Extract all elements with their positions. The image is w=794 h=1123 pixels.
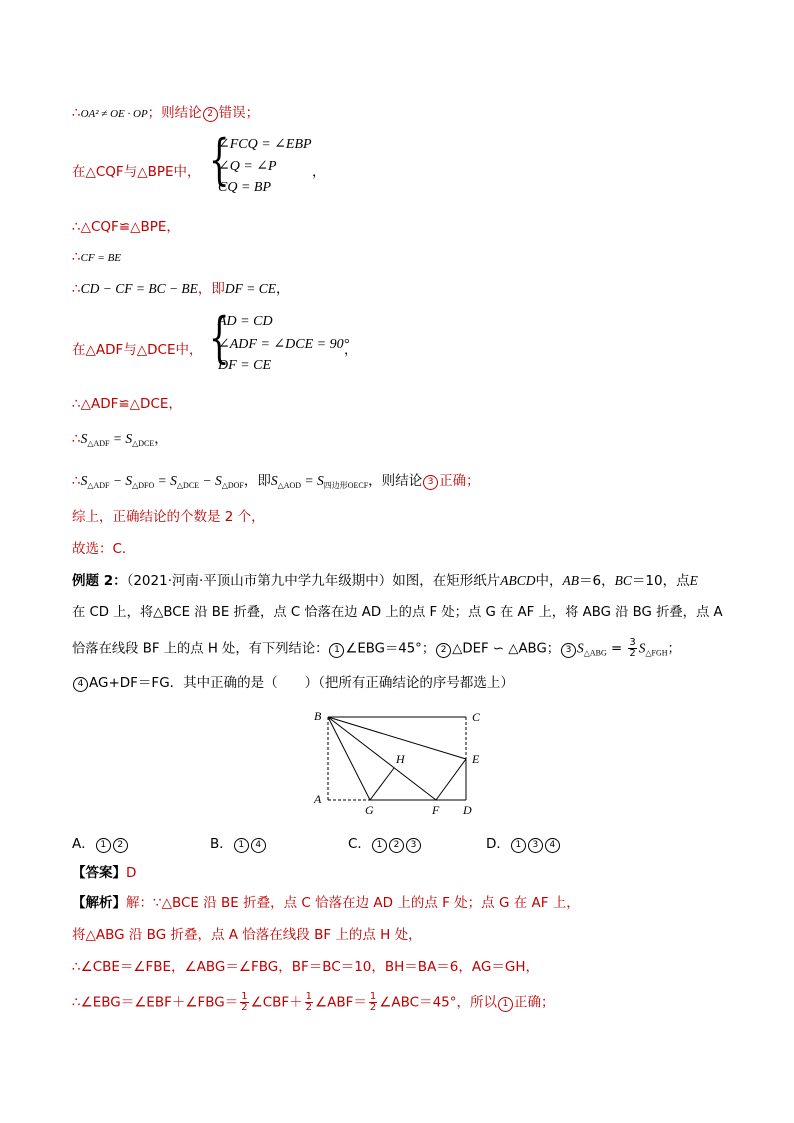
area-symbol: S	[638, 640, 646, 656]
operator: −	[199, 473, 215, 488]
segment-gh	[370, 768, 394, 800]
math-expression: CD − CF = BC − BE	[80, 281, 198, 296]
circled-number: 1	[96, 838, 111, 853]
therefore-symbol: ∴	[72, 105, 81, 121]
system-row: DF = CE	[218, 358, 271, 373]
area-symbol: S	[80, 431, 88, 446]
denominator: 2	[629, 648, 636, 659]
label-c: C	[472, 710, 481, 724]
fraction	[240, 992, 248, 1013]
system-lead: 在△ADF与△DCE中，	[72, 342, 203, 358]
label-b: B	[314, 709, 322, 723]
answer-tag: 【答案】	[72, 865, 126, 881]
option-b[interactable]	[210, 832, 267, 853]
subscript: △AOD	[277, 481, 302, 490]
conclusion-2: △DEF ∽ △ABG；	[452, 641, 561, 657]
subscript: △ABG	[583, 648, 607, 658]
example-2-line-1	[72, 572, 698, 590]
circled-number: 1	[511, 838, 526, 853]
text: ∠CBF＋	[250, 994, 303, 1011]
option-letter: A．	[72, 836, 95, 852]
conclusion-2-wrong	[72, 104, 259, 123]
subscript: △ADF	[87, 439, 110, 448]
analysis-line-4	[72, 992, 555, 1013]
system-row: ∠FCQ = ∠EBP	[218, 137, 312, 152]
circled-number: 3	[406, 838, 421, 853]
text: ，	[154, 431, 168, 447]
choice-line: 故选：C．	[72, 541, 136, 557]
text: ，则结论	[368, 473, 423, 489]
numerator: 1	[369, 991, 377, 1002]
option-a[interactable]	[72, 832, 129, 853]
circled-number: 1	[234, 838, 249, 853]
area-symbol: S	[170, 473, 177, 488]
text: ∠ABF＝	[315, 994, 367, 1011]
circled-number: 2	[436, 643, 451, 658]
circled-number: 4	[545, 838, 560, 853]
df-equals-ce	[72, 280, 290, 298]
subscript: 四边形OECF	[323, 481, 369, 490]
area-equality	[72, 430, 168, 453]
option-d[interactable]	[486, 832, 561, 853]
text: ＝10，点	[631, 573, 690, 589]
circled-number: 2	[203, 107, 218, 122]
numerator: 1	[305, 991, 313, 1002]
text: 恰落在线段 BF 上的点 H 处，有下列结论：	[72, 641, 329, 657]
circled-number: 1	[372, 838, 387, 853]
label-a: A	[314, 792, 322, 806]
subscript: △DOF	[221, 481, 244, 490]
therefore-symbol: ∴	[72, 281, 81, 297]
example-2-line-3	[72, 638, 681, 663]
example-2-line-4	[72, 674, 514, 692]
option-c[interactable]	[348, 832, 422, 853]
denominator: 2	[305, 1002, 313, 1013]
math-expression: DF = CE	[224, 281, 277, 296]
circled-number: 4	[73, 677, 88, 692]
area-symbol: S	[80, 473, 88, 488]
fraction	[369, 992, 377, 1013]
numerator: 1	[241, 991, 248, 1002]
system-row: AD = CD	[218, 314, 273, 329]
option-letter: C．	[348, 836, 371, 852]
area-symbol: S	[577, 640, 584, 656]
circled-number: 2	[113, 838, 128, 853]
math: AB	[562, 573, 580, 588]
text: （2021·河南·平顶山市第九中学九年级期中）如图，在矩形纸片	[126, 573, 501, 589]
operator: =	[301, 473, 317, 488]
conclusion-4: AG+DF＝FG．其中正确的是（ ）（把所有正确结论的序号都选上）	[89, 675, 514, 691]
geometry-figure	[308, 706, 498, 818]
area-symbol: S	[125, 473, 133, 488]
operator: =	[109, 431, 126, 446]
subscript: △DFO	[132, 481, 155, 490]
numerator: 3	[629, 637, 636, 648]
comma: ，	[312, 164, 326, 180]
area-symbol: S	[125, 431, 133, 446]
analysis-line-1	[72, 894, 580, 912]
label-d: D	[463, 803, 472, 817]
math: BC	[614, 573, 632, 588]
label-f: F	[432, 803, 440, 817]
summary-line: 综上，正确结论的个数是 2 个，	[72, 509, 265, 525]
cf-equals-be	[72, 248, 121, 267]
fraction	[628, 638, 636, 659]
circled-number: 4	[251, 838, 266, 853]
congruence-cqf-bpe: ∴△CQF≌△BPE，	[72, 219, 180, 235]
therefore-symbol: ∴	[72, 249, 81, 265]
example-2-line-2: 在 CD 上，将△BCE 沿 BE 折叠，点 C 恰落在边 AD 上的点 F 处；点 G 在 AF 上，将 ABG 沿 BG 折叠，点 A	[72, 605, 723, 620]
math-expression: OA² ≠ OE · OP	[80, 108, 148, 120]
operator: −	[109, 473, 126, 488]
option-letter: B．	[210, 836, 233, 852]
label-e: E	[472, 752, 480, 766]
system-lead: 在△CQF与△BPE中，	[72, 164, 201, 180]
area-symbol: S	[214, 473, 222, 488]
text: ，即	[197, 281, 225, 297]
analysis-line-3: ∴∠CBE＝∠FBE，∠ABG＝∠FBG，BF＝BC＝10，BH＝BA＝6，AG＝GH，	[72, 959, 539, 975]
text: ，	[276, 281, 290, 297]
text: ，即	[243, 473, 271, 489]
math: ABCD	[500, 573, 536, 588]
denominator: 2	[241, 1002, 248, 1013]
segment-ef	[436, 759, 466, 800]
answer-value: D	[126, 865, 137, 881]
text: ；则结论	[147, 105, 202, 121]
segment-bf	[328, 717, 436, 800]
text: 正确；	[439, 473, 480, 489]
subscript: △ADF	[87, 481, 110, 490]
text: 正确；	[514, 994, 555, 1011]
denominator: 2	[369, 1002, 377, 1013]
fraction	[305, 992, 313, 1013]
label-h: H	[396, 752, 405, 766]
answer-line	[72, 864, 136, 882]
analysis-tag: 【解析】	[72, 895, 126, 911]
system-row: CQ = BP	[218, 180, 271, 195]
segment-bg	[328, 717, 370, 800]
text: ∴∠EBG＝∠EBF＋∠FBG＝	[72, 994, 239, 1011]
circled-number: 2	[389, 838, 404, 853]
left-brace: {	[208, 306, 230, 369]
math-expression: CF = BE	[80, 252, 122, 264]
congruence-adf-dce: ∴△ADF≌△DCE，	[72, 396, 182, 412]
system-row: ∠ADF = ∠DCE = 90°	[218, 337, 350, 352]
text: 中，	[535, 573, 563, 589]
example-label: 例题 2：	[72, 573, 127, 589]
left-brace: {	[208, 128, 230, 191]
subscript: △FGH	[645, 648, 668, 658]
subscript: △DCE	[132, 439, 155, 448]
operator: =	[606, 641, 627, 657]
option-letter: D．	[486, 836, 510, 852]
circled-number: 3	[423, 475, 438, 490]
area-symbol: S	[270, 473, 278, 488]
math: E	[689, 573, 698, 588]
text: ∠ABC＝45°，所以	[379, 994, 497, 1011]
operator: =	[154, 473, 171, 488]
subscript: △DCE	[176, 481, 200, 490]
label-g: G	[365, 803, 374, 817]
text: 错误；	[218, 105, 260, 121]
text: 解：∵△BCE 沿 BE 折叠，点 C 恰落在边 AD 上的点 F 处；点 G 在 AF 上，	[126, 895, 580, 911]
circled-number: 3	[528, 838, 543, 853]
therefore-symbol: ∴	[72, 473, 81, 489]
comma: ，	[344, 342, 358, 358]
text: ；	[667, 641, 681, 657]
area-symbol: S	[316, 473, 324, 488]
conclusion-3-correct	[72, 472, 480, 495]
system-row: ∠Q = ∠P	[218, 159, 277, 174]
circled-number: 1	[498, 997, 513, 1012]
circled-number: 3	[561, 643, 576, 658]
analysis-line-2: 将△ABG 沿 BG 折叠，点 A 恰落在线段 BF 上的点 H 处，	[72, 927, 422, 943]
circled-number: 1	[329, 643, 344, 658]
text: ＝6，	[579, 573, 615, 589]
therefore-symbol: ∴	[72, 431, 81, 447]
conclusion-1: ∠EBG＝45°；	[345, 641, 436, 657]
